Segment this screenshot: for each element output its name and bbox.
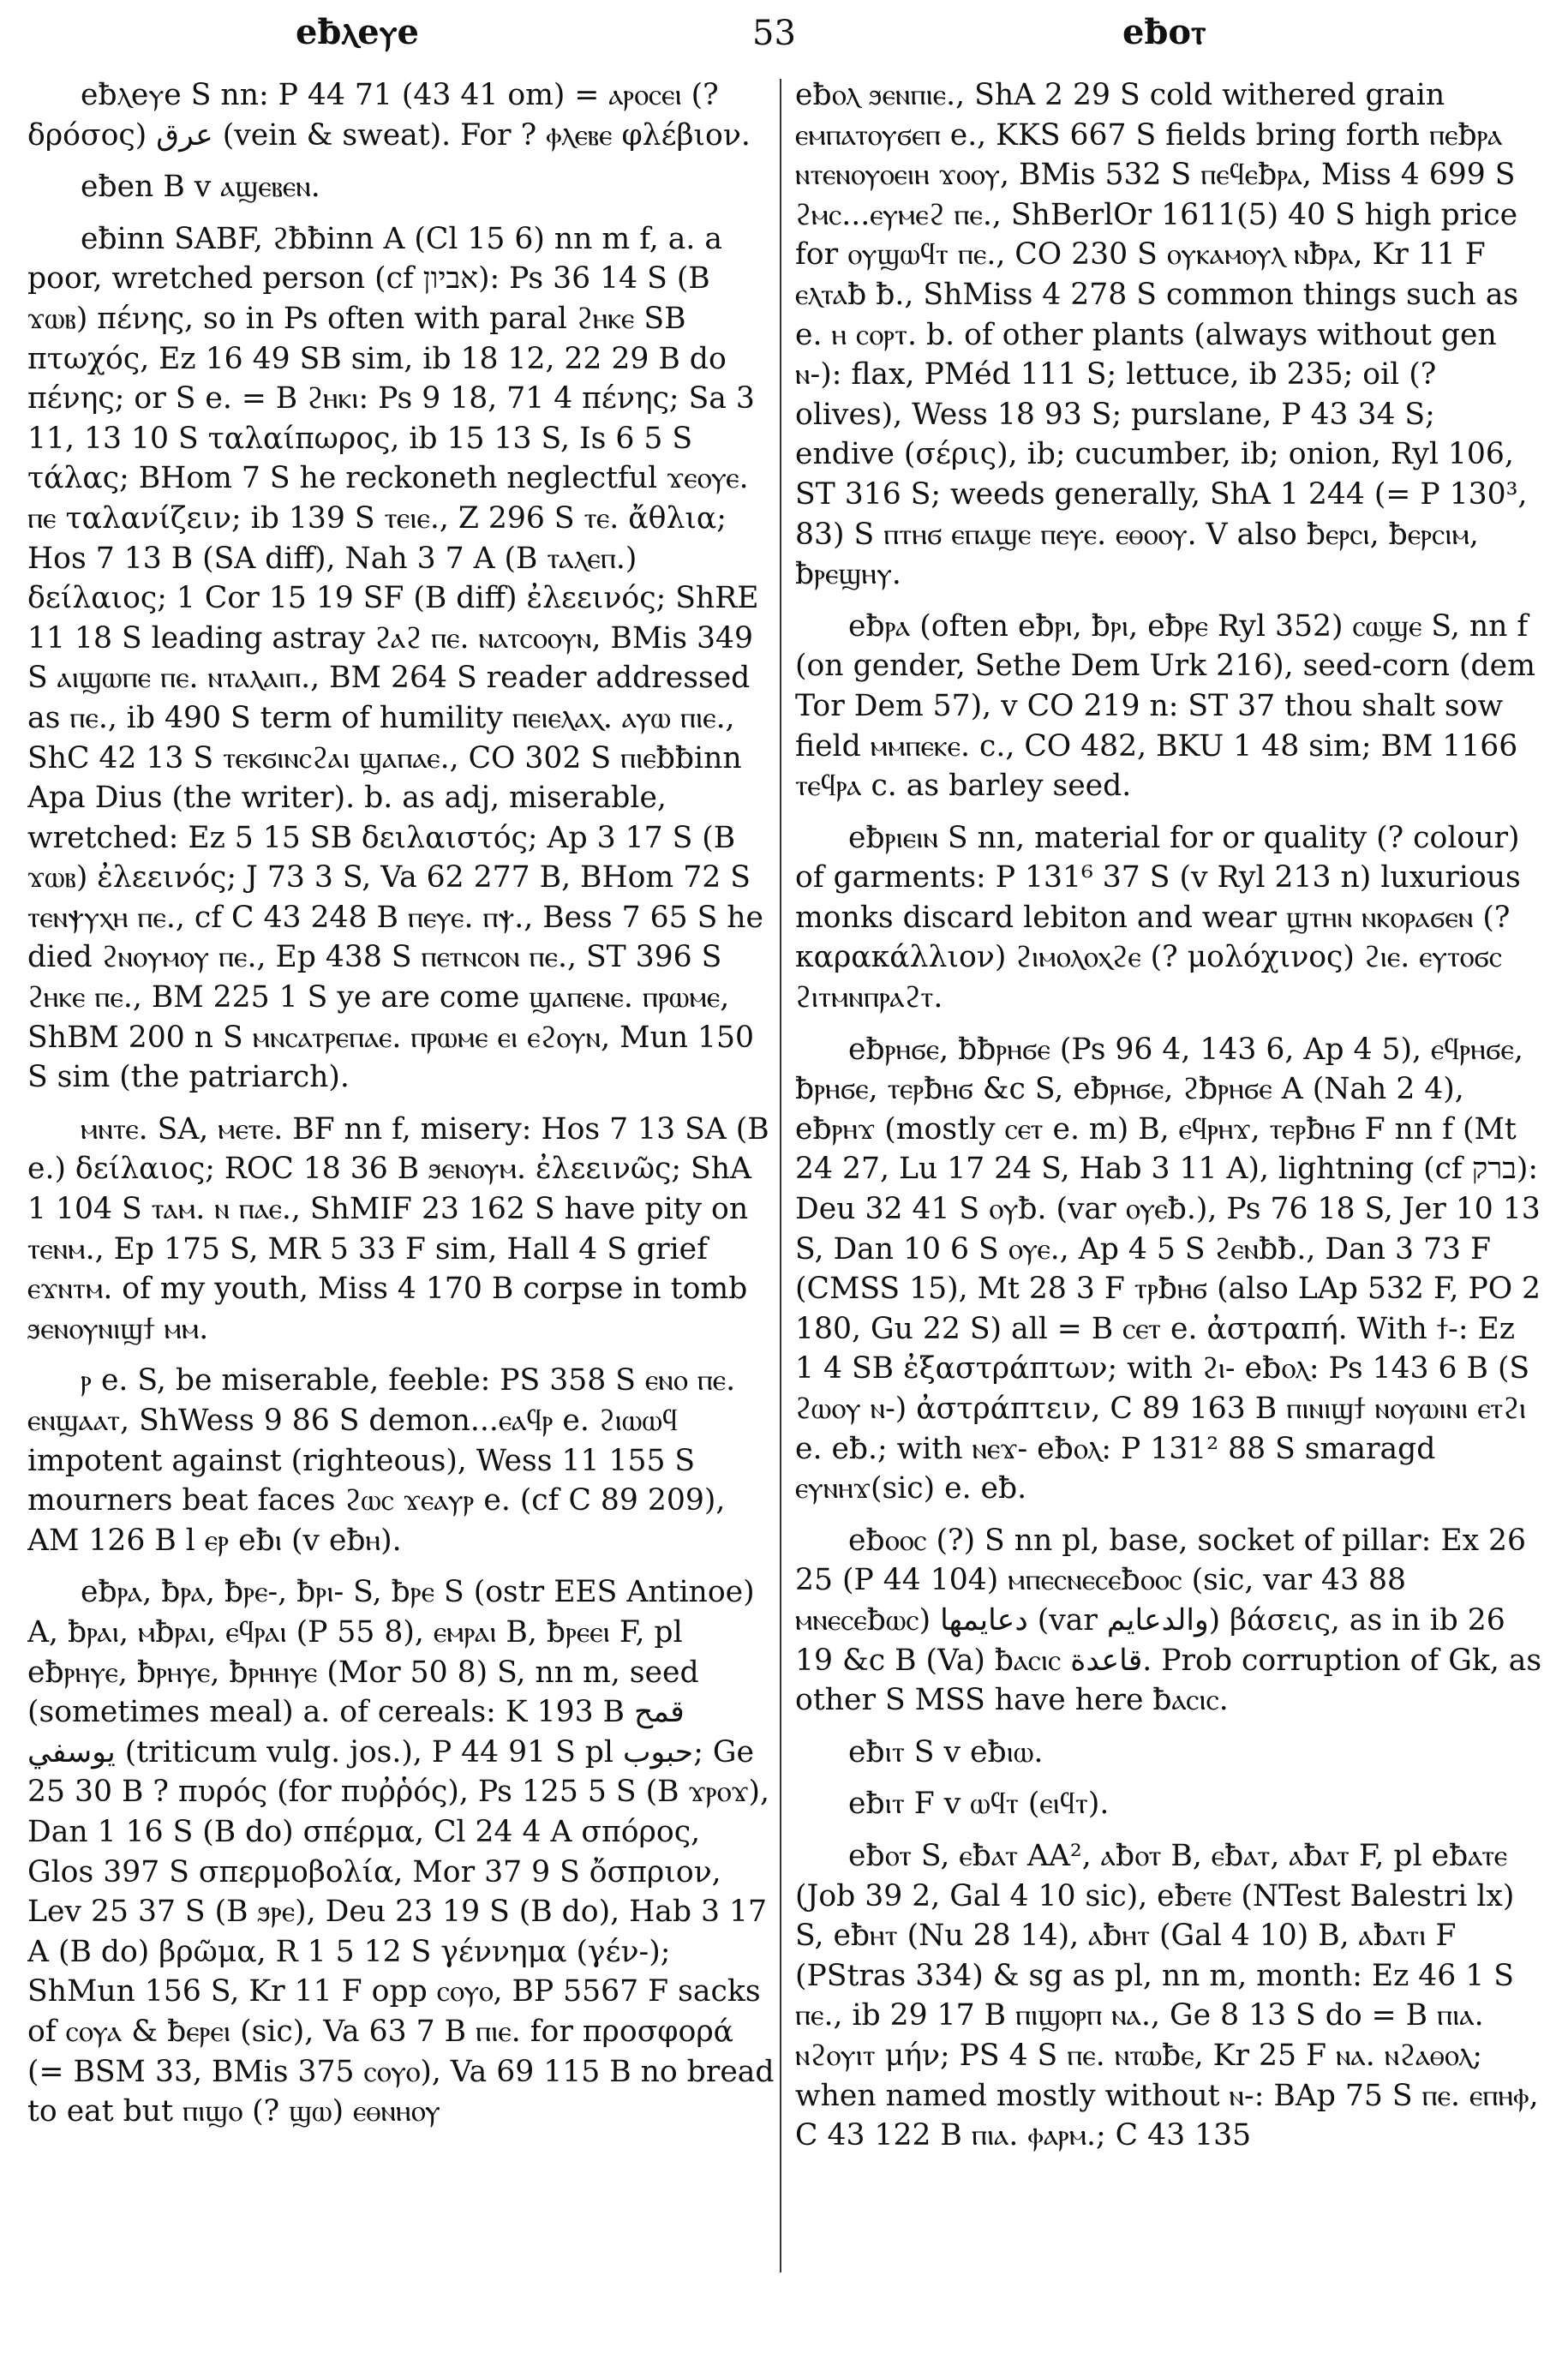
dictionary-entry: eƀen B v ⲁϣⲉⲃⲉⲛ. xyxy=(81,170,320,205)
right-headword: eƀoⲧ xyxy=(1122,12,1206,52)
column-divider xyxy=(780,79,781,2272)
dictionary-entry: eƀⲟⲟⲥ (?) S nn pl, base, socket of pillar: Ex 26 25 (P 44 104) ⲙⲡⲉⲥⲛⲉⲥⲉƀⲟⲟⲥ (sic, var 43 88 ⲙⲛⲉⲥⲉƀⲱⲥ) دعايمها (var والدعايم) βάσεις, as in ib 26 19 &c B (Va) ƀⲁⲥⲓⲥ قاعدة. Prob corruption of Gk, as other S MSS have here ƀⲁⲥⲓⲥ. xyxy=(795,1523,1542,1718)
dictionary-entry: eƀⲟⲧ S, ⲉƀⲁⲧ AA², ⲁƀⲟⲧ B, ⲉƀⲁⲧ, ⲁƀⲁⲧ F, pl eƀⲁⲧⲉ (Job 39 2, Gal 4 10 sic), eƀⲉⲧⲉ (NTest Balestri lx) S, eƀⲏⲧ (Nu 28 14), ⲁƀⲏⲧ (Gal 4 10) B, ⲁƀⲁⲧⲓ F (PStras 334) & sg as pl, nn m, month: Ez 46 1 S ⲡⲉ., ib 29 17 B ⲡⲓϣⲟⲣⲡ ⲛⲁ., Ge 8 13 S do = B ⲡⲓⲁ. ⲛϩⲟⲩⲓⲧ μήν; PS 4 S ⲡⲉ. ⲛⲧⲱƀⲉ, Kr 25 F ⲛⲁ. ⲛϩⲁⲑⲟⲗ; when named mostly without ⲛ-: BAp 75 S ⲡⲉ. ⲉⲡⲏⲫ, C 43 122 B ⲡⲓⲁ. ⲫⲁⲣⲙ.; C 43 135 xyxy=(795,1838,1539,2153)
dictionary-entry: eƀⲗeⲩe S nn: P 44 71 (43 41 om) = ⲁⲣⲟⲥⲉⲓ (? δρόσος) عرق (vein & sweat). For ? ⲫⲗⲉⲃⲉ φλέβιον. xyxy=(27,78,751,153)
dictionary-entry: eƀinn SABF, ϩƀƀinn A (Cl 15 6) nn m f, a. a poor, wretched person (cf אביון): Ps 36 14 S (B ϫⲱⲃ) πένης, so in Ps often with paral ϩⲏⲕⲉ SB πτωχός, Ez 16 49 SB sim, ib 18 12, 22 29 B do πένης; or S e. = B ϩⲏⲕⲓ: Ps 9 18, 71 4 πένης; Sa 3 11, 13 10 S ταλαίπωρος, ib 15 13 S, Is 6 5 S τάλας; BHom 7 S he reckoneth neglectful ϫⲉⲟⲩⲉ. ⲡⲉ ταλανίζειν; ib 139 S ⲧⲉⲓⲉ., Z 296 S ⲧⲉ. ἄθλια; Hos 7 13 B (SA diff), Nah 3 7 A (B ⲧⲁⲗⲉⲡ.) δείλαιος; 1 Cor 15 19 SF (B diff) ἐλεεινός; ShRE 11 18 S leading astray ϩⲁϩ ⲡⲉ. ⲛⲁⲧⲥⲟⲟⲩⲛ, BMis 349 S ⲁⲓϣⲱⲡⲉ ⲡⲉ. ⲛⲧⲁⲗⲁⲓⲡ., BM 264 S reader addressed as ⲡⲉ., ib 490 S term of humility ⲡⲉⲓⲉⲗⲁⲭ. ⲁⲩⲱ ⲡⲓⲉ., ShC 42 13 S ⲧⲉⲕϭⲓⲛⲥϩⲁⲓ ϣⲁⲡⲁⲉ., CO 302 S ⲡⲓⲉƀƀinn Apa Dius (the writer). b. as adj, miserable, wretched: Ez 5 15 SB δειλαιστός; Ap 3 17 S (B ϫⲱⲃ) ἐλεεινός; J 73 3 S, Va 62 277 B, BHom 72 S ⲧⲉⲛⲯⲩⲭⲏ ⲡⲉ., cf C 43 248 B ⲡⲉⲩⲉ. ⲡⲯ., Bess 7 65 S he died ϩⲛⲟⲩⲙⲟⲩ ⲡⲉ., Ep 438 S ⲡⲉⲧⲛⲥⲟⲛ ⲡⲉ., ST 396 S ϩⲏⲕⲉ ⲡⲉ., BM 225 1 S ye are come ϣⲁⲡⲉⲛⲉ. ⲡⲣⲱⲙⲉ, ShBM 200 n S ⲙⲛⲥⲁⲧⲣⲉⲡⲁⲉ. ⲡⲣⲱⲙⲉ ⲉⲓ ⲉϩⲟⲩⲛ, Mun 150 S sim (the patriarch). xyxy=(27,221,763,1095)
dictionary-entry: eƀⲣⲓⲉⲓⲛ S nn, material for or quality (? colour) of garments: P 131⁶ 37 S (v Ryl 213 n) luxurious monks discard lebiton and wear ϣⲧⲏⲛ ⲛⲕⲟⲣⲁϭⲉⲛ (? καρακάλλιον) ϩⲓⲙⲟⲗⲟⲭϩⲉ (? μολόχινος) ϩⲓⲉ. ⲉⲩⲧⲟϭⲥ ϩⲓⲧⲙⲛⲡⲣⲁϩⲧ. xyxy=(795,820,1521,1015)
right-column xyxy=(795,75,1542,2346)
dictionary-entry: eƀⲣⲁ (often eƀⲣⲓ, ƀⲣⲓ, eƀⲣⲉ Ryl 352) ⲥⲱϣⲉ S, nn f (on gender, Sethe Dem Urk 216), seed-corn (dem Tor Dem 57), v CO 219 n: ST 37 thou shalt sow field ⲙⲙⲡⲉⲕⲉ. c., CO 482, BKU 1 48 sim; BM 1166 ⲧⲉϥⲣⲁ c. as barley seed. xyxy=(795,608,1535,804)
dictionary-entry: eƀⲣⲁ, ƀⲣⲁ, ƀⲣⲉ-, ƀⲣⲓ- S, ƀⲣⲉ S (ostr EES Antinoe) A, ƀⲣⲁⲓ, ⲙƀⲣⲁⲓ, ⲉϥⲣⲁⲓ (P 55 8), ⲉⲙⲣⲁⲓ B, ƀⲣⲉⲉⲓ F, pl eƀⲣⲏⲩⲉ, ƀⲣⲏⲩⲉ, ƀⲣⲏⲏⲩⲉ (Mor 50 8) S, nn m, seed (sometimes meal) a. of cereals: K 193 B قمح يوسفي (triticum vulg. jos.), P 44 91 S pl حبوب; Ge 25 30 B ? πυρός (for πυῤῥός), Ps 125 5 S (B ϫⲣⲟϫ), Dan 1 16 S (B do) σπέρμα, Cl 24 4 A σπόρος, Glos 397 S σπερμοβολία, Mor 37 9 S ὄσπριον, Lev 25 37 S (B ϧⲣⲉ), Deu 23 19 S (B do), Hab 3 17 A (B do) βρῶμα, R 1 5 12 S γέννημα (γέν-); ShMun 156 S, Kr 11 F opp ⲥⲟⲩⲟ, BP 5567 F sacks of ⲥⲟⲩⲁ & ƀⲉⲣⲉⲓ (sic), Va 63 7 B ⲡⲓⲉ. for προσφορά (= BSM 33, BMis 375 ⲥⲟⲩⲟ), Va 69 115 B no bread to eat but ⲡⲓϣⲟ (? ϣⲱ) ⲉⲑⲛⲏⲟⲩ xyxy=(27,1575,775,2129)
dictionary-entry: ⲙⲛⲧⲉ. SA, ⲙⲉⲧⲉ. BF nn f, misery: Hos 7 13 SA (B e.) δείλαιος; ROC 18 36 B ϧⲉⲛⲟⲩⲙ. ἐλεεινῶς; ShA 1 104 S ⲧⲁⲙ. ⲛ ⲡⲁⲉ., ShMIF 23 162 S have pity on ⲧⲉⲛⲙ., Ep 175 S, MR 5 33 F sim, Hall 4 S grief ⲉϫⲛⲧⲙ. of my youth, Miss 4 170 B corpse in tomb ϧⲉⲛⲟⲩⲛⲓϣϯ ⲙⲙ. xyxy=(27,1111,769,1346)
dictionary-entry: eƀⲟⲗ ϧⲉⲛⲡⲓⲉ., ShA 2 29 S cold withered grain ⲉⲙⲡⲁⲧⲟⲩϭⲉⲡ e., KKS 667 S fields bring forth ⲡⲉƀⲣⲁ ⲛⲧⲉⲛⲟⲩⲟⲉⲓⲏ ϫⲟⲟⲩ, BMis 532 S ⲡⲉϥⲉƀⲣⲁ, Miss 4 699 S ϩⲙⲥ...ⲉⲩⲙⲉϩ ⲡⲉ., ShBerlOr 1611(5) 40 S high price for ⲟⲩϣⲱϥⲧ ⲡⲉ., CO 230 S ⲟⲩⲕⲁⲙⲟⲩⲗ ⲛƀⲣⲁ, Kr 11 F ⲉⲗⲧⲁƀ ƀ., ShMiss 4 278 S common things such as e. ⲏ ⲥⲟⲣⲧ. b. of other plants (always without gen ⲛ-): flax, PMéd 111 S; lettuce, ib 235; oil (? olives), Wess 18 93 S; purslane, P 43 34 S; endive (σέρις), ib; cucumber, ib; onion, Ryl 106, ST 316 S; weeds generally, ShA 1 244 (= P 130³, 83) S ⲡⲧⲏϭ ⲉⲡⲁϣⲉ ⲡⲉⲩⲉ. ⲉⲑⲟⲟⲩ. V also ƀⲉⲣⲥⲓ, ƀⲉⲣⲥⲓⲙ, ƀⲣⲉϣⲏⲩ. xyxy=(795,78,1528,592)
dictionary-entry: ⲣ e. S, be miserable, feeble: PS 358 S ⲉⲛⲟ ⲡⲉ. ⲉⲛϣⲁⲁⲧ, ShWess 9 86 S demon...ⲉⲁϥⲣ e. ϩⲓⲱⲱϥ impotent against (righteous), Wess 11 155 S mourners beat faces ϩⲱⲥ ϫⲉⲁⲩⲣ e. (cf C 89 209), AM 126 B l ⲉⲣ eƀⲓ (v eƀⲏ). xyxy=(27,1363,736,1558)
dictionary-entry: eƀⲓⲧ S v eƀⲓⲱ. xyxy=(848,1734,1044,1769)
left-headword: eƀⲗeⲩe xyxy=(296,12,419,52)
dictionary-entry: eƀⲓⲧ F v ⲱϥⲧ (ⲉⲓϥⲧ). xyxy=(848,1787,1110,1822)
page-number: 53 xyxy=(752,14,796,53)
dictionary-entry: eƀⲣⲏϭⲉ, ƀƀⲣⲏϭⲉ (Ps 96 4, 143 6, Ap 4 5), ⲉϥⲣⲏϭⲉ, ƀⲣⲏϭⲉ, ⲧⲉⲣƀⲏϭ &c S, eƀⲣⲏϭⲉ, ϩƀⲣⲏϭⲉ A (Nah 2 4), eƀⲣⲏϫ (mostly ⲥⲉⲧ e. m) B, ⲉϥⲣⲏϫ, ⲧⲉⲣƀⲏϭ F nn f (Mt 24 27, Lu 17 24 S, Hab 3 11 A), lightning (cf ברק): Deu 32 41 S ⲟⲩƀ. (var ⲟⲩⲉƀ.), Ps 76 18 S, Jer 10 13 S, Dan 10 6 S ⲟⲩⲉ., Ap 4 5 S ϩⲉⲛƀƀ., Dan 3 73 F (CMSS 15), Mt 28 3 F ⲧⲣƀⲏϭ (also LAp 532 F, PO 2 180, Gu 22 S) all = B ⲥⲉⲧ e. ἀστραπή. With ϯ-: Ez 1 4 SB ἐξαστράπτων; with ϩⲓ- eƀⲟⲗ: Ps 143 6 B (S ϩⲱⲟⲩ ⲛ-) ἀστράπτειν, C 89 163 B ⲡⲓⲛⲓϣϯ ⲛⲟⲩⲱⲓⲛⲓ ⲉⲧϩⲓ e. eƀ.; with ⲛⲉϫ- eƀⲟⲗ: P 131² 88 S smaragd ⲉⲩⲛⲏϫ(sic) e. eƀ. xyxy=(795,1032,1541,1506)
left-column xyxy=(27,75,775,2346)
page-header xyxy=(0,0,1568,69)
